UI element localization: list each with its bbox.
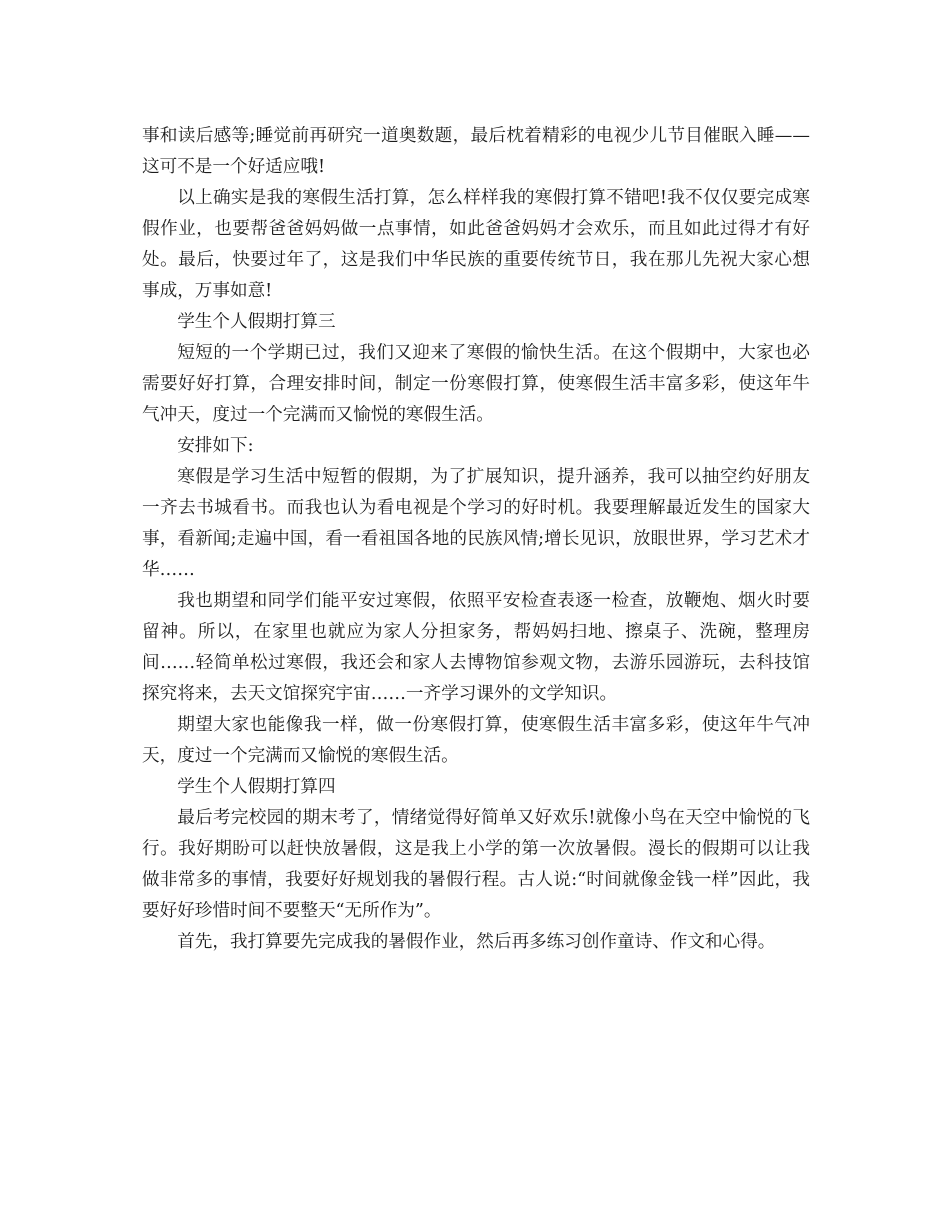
paragraph: 寒假是学习生活中短暂的假期，为了扩展知识，提升涵养，我可以抽空约好朋友一齐去书城看书。而我也认为看电视是个学习的好时机。我要理解最近发生的国家大事，看新闻;走遍中国，看一看祖国各地的民族风情;增长见识，放眼世界，学习艺术才华…… — [142, 467, 810, 580]
paragraph-continuation: 事和读后感等;睡觉前再研究一道奥数题，最后枕着精彩的电视少儿节目催眠入睡——这可不是一个好适应哦! — [142, 126, 810, 177]
paragraph: 短短的一个学期已过，我们又迎来了寒假的愉快生活。在这个假期中，大家也必需要好好打算，合理安排时间，制定一份寒假打算，使寒假生活丰富多彩，使这年牛气冲天，度过一个完满而又愉悦的寒假生活。 — [142, 343, 810, 425]
paragraph: 最后考完校园的期末考了，情绪觉得好简单又好欢乐!就像小鸟在天空中愉悦的飞行。我好期盼可以赶快放暑假，这是我上小学的第一次放暑假。漫长的假期可以让我做非常多的事情，我要好好规划我的暑假行程。古人说:“时间就像金钱一样”因此，我要好好珍惜时间不要整天“无所作为”。 — [142, 808, 810, 921]
paragraph: 我也期望和同学们能平安过寒假，依照平安检查表逐一检查，放鞭炮、烟火时要留神。所以，在家里也就应为家人分担家务，帮妈妈扫地、擦桌子、洗碗，整理房间……轻简单松过寒假，我还会和家人去博物馆参观文物，去游乐园游玩，去科技馆探究将来，去天文馆探究宇宙……一齐学习课外的文学知识。 — [142, 591, 810, 704]
document-body — [142, 121, 810, 958]
paragraph: 以上确实是我的寒假生活打算，怎么样样我的寒假打算不错吧!我不仅仅要完成寒假作业，也要帮爸爸妈妈做一点事情，如此爸爸妈妈才会欢乐，而且如此过得才有好处。最后，快要过年了，这是我们中华民族的重要传统节日，我在那儿先祝大家心想事成，万事如意! — [142, 188, 810, 301]
section-heading: 学生个人假期打算三 — [177, 312, 336, 332]
paragraph: 安排如下: — [177, 436, 254, 456]
section-heading: 学生个人假期打算四 — [177, 777, 336, 797]
paragraph: 首先，我打算要先完成我的暑假作业，然后再多练习创作童诗、作文和心得。 — [177, 932, 776, 952]
paragraph: 期望大家也能像我一样，做一份寒假打算，使寒假生活丰富多彩，使这年牛气冲天，度过一个完满而又愉悦的寒假生活。 — [142, 715, 810, 766]
